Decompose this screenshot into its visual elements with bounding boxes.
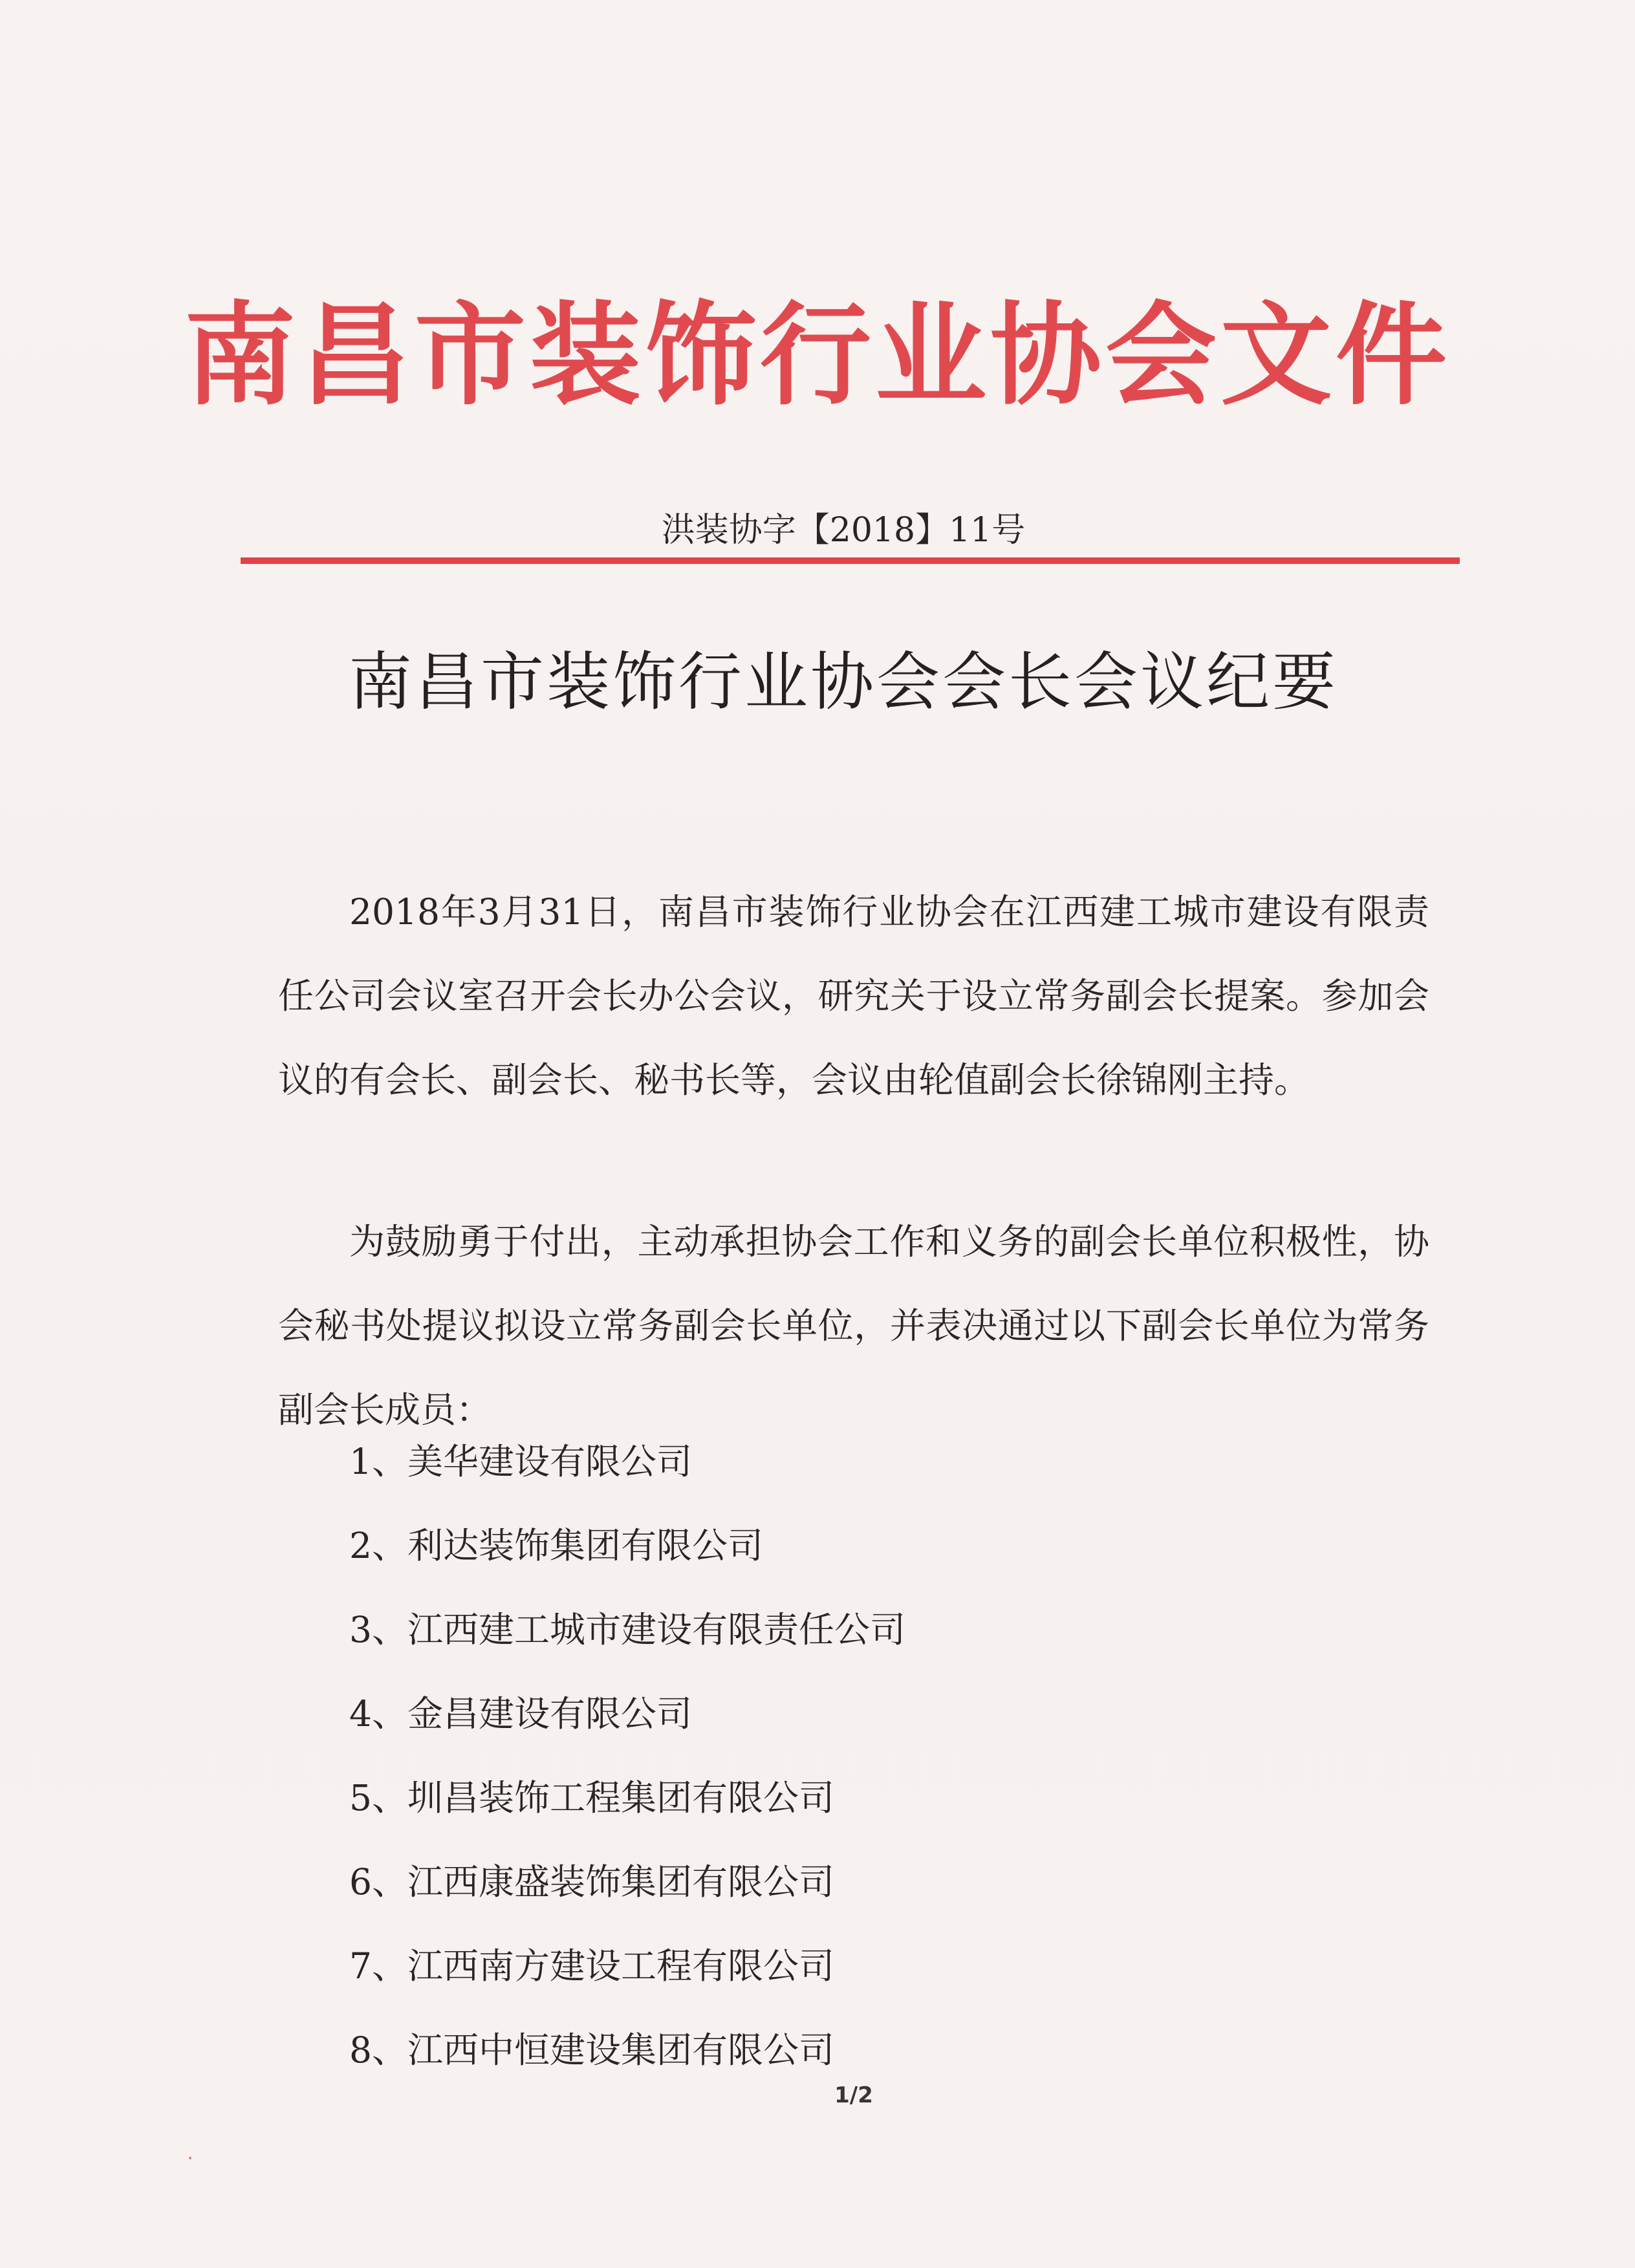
company-list-item: 7、江西南方建设工程有限公司 [349,1945,834,1987]
page-number: 1/2 [834,2082,873,2108]
company-list-item: 2、利达装饰集团有限公司 [349,1525,763,1566]
company-list-item: 8、江西中恒建设集团有限公司 [349,2029,834,2071]
document-title: 南昌市装饰行业协会会长会议纪要 [348,645,1338,719]
company-list [349,1420,905,2092]
company-list-item: 3、江西建工城市建设有限责任公司 [349,1609,905,1650]
paragraph-meeting-info: 2018年3月31日，南昌市装饰行业协会在江西建工城市建设有限责任公司会议室召开会长办公会议，研究关于设立常务副会长提案。参加会议的有会长、副会长、秘书长等，会议由轮值副会长徐锦刚主持。 [278,891,1429,1101]
company-list-item: 5、圳昌装饰工程集团有限公司 [349,1777,834,1819]
company-list-item: 4、金昌建设有限公司 [349,1693,692,1734]
company-list-item: 1、美华建设有限公司 [349,1441,692,1482]
paper-speck [189,2157,191,2159]
org-header-title: 南昌市装饰行业协会文件 [184,290,1451,420]
header-divider-rule [241,557,1460,564]
company-list-item: 6、江西康盛装饰集团有限公司 [349,1861,834,1903]
document-number: 洪装协字【2018】11号 [661,511,1026,550]
paragraph-resolution: 为鼓励勇于付出，主动承担协会工作和义务的副会长单位积极性，协会秘书处提议拟设立常务副会长单位，并表决通过以下副会长单位为常务副会长成员： [278,1221,1429,1431]
